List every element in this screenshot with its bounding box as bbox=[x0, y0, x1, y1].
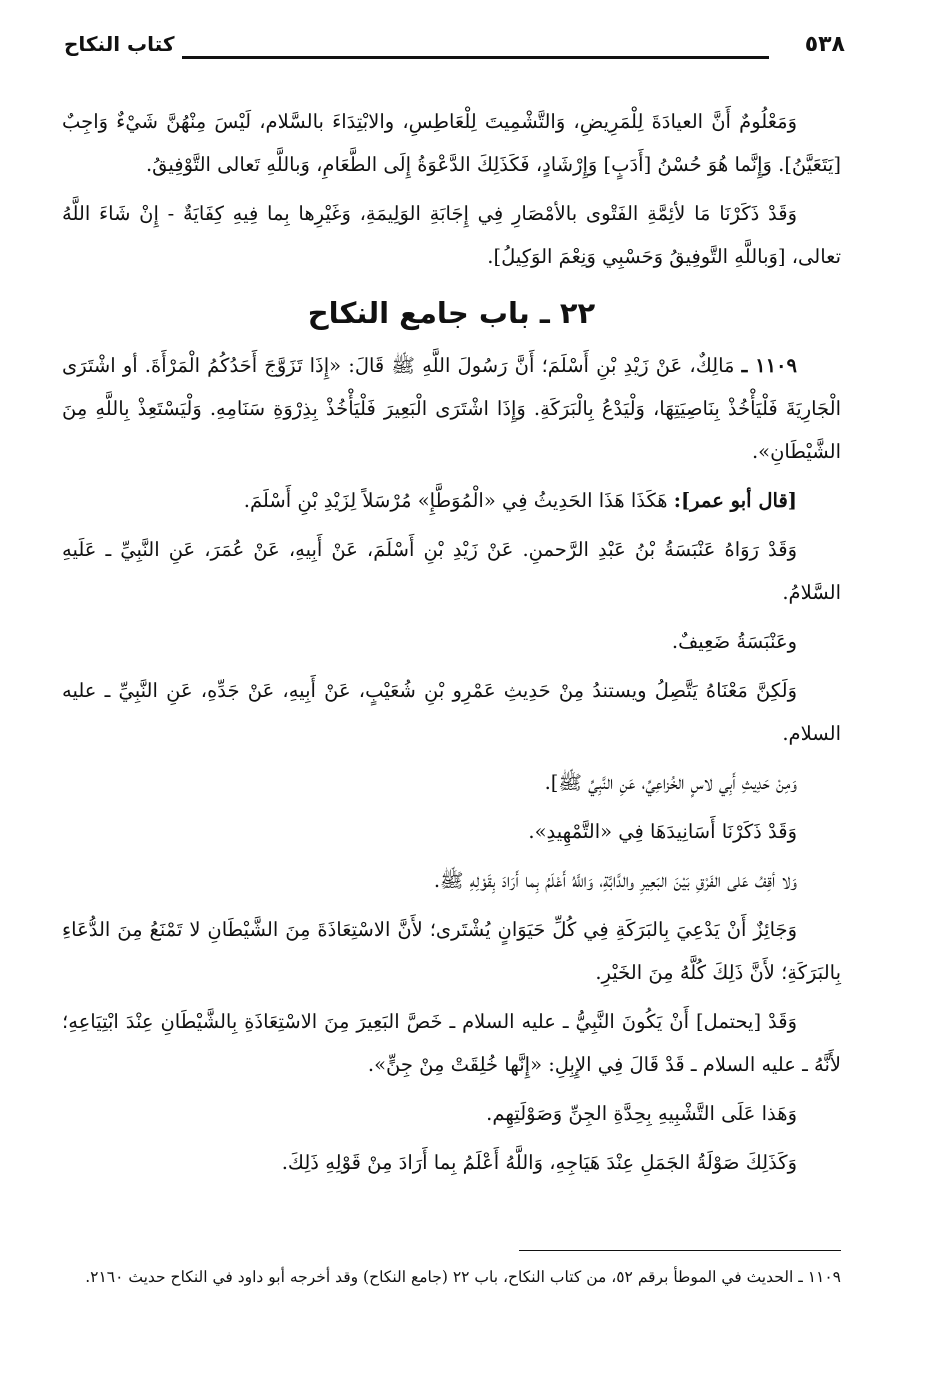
hadith-number: ١١٠٩ ـ bbox=[741, 354, 797, 377]
page-body bbox=[62, 100, 841, 1190]
paragraph: وَكَذَلِكَ صَوْلَةُ الجَمَلِ عِنْدَ هَيَاجِهِ، وَاللَّهُ أَعْلَمُ بِما أَرَادَ مِنْ قَوْلِهِ ذَلِكَ. bbox=[281, 1151, 797, 1174]
paragraph: وَهَذا عَلَى التَّشْبِيهِ بِحِدَّةِ الجِنِّ وَصَوْلَتِهِم. bbox=[486, 1102, 797, 1125]
paragraph: وَقَدْ [يحتمل] أَنْ يَكُونَ النَّبِيُّ ـ عليه السلام ـ خَصَّ البَعِيرَ مِنَ الاسْتِعَاذَةِ بِالشَّيْطَانِ عِنْدَ ابْتِيَاعِهِ؛ لأَنَّهُ ـ عليه السلام ـ قَدْ قَالَ فِي الإِبِلِ: «إِنَّها خُلِقَتْ مِنْ جِنٍّ». bbox=[62, 1010, 841, 1076]
paragraph: وَمَعْلُومٌ أَنَّ العيادَةَ لِلْمَرِيضِ، وَالتَّشْمِيتَ لِلْعَاطِسِ، والابْتِدَاءَ بالسَّلام، لَيْسَ مِنْهُنَّ شَيْءٌ وَاجِبٌ [يَتَعَيَّنُ]. وَإِنَّما هُوَ حُسْنُ [أَدَبٍ] وَإِرْشَادٍ، فَكَذَلِكَ الدَّعْوَةُ إِلَى الطَّعَامِ، وَباللَّهِ تَعالى التَّوْفِيقُ. bbox=[62, 110, 841, 176]
paragraph: وَمِنْ حَدِيثِ أَبِي لاسٍ الخُزاعِيِّ، عَنِ النَّبِيِّ ﷺ]. bbox=[544, 771, 797, 794]
commentary-label: [قال أبو عمر]: bbox=[673, 489, 797, 512]
footnote: ١١٠٩ ـ الحديث في الموطأ برقم ٥٢، من كتاب النكاح، باب ٢٢ (جامع النكاح) وقد أخرجه أبو داود في النكاح حديث ٢١٦٠. bbox=[85, 1268, 841, 1286]
header-rule bbox=[182, 56, 769, 59]
paragraph: وعَنْبَسَةُ ضَعِيفٌ. bbox=[671, 630, 797, 653]
hadith-text: مَالِكٌ، عَنْ زَيْدِ بْنِ أَسْلَمَ؛ أَنَّ رَسُولَ اللَّهِ ﷺ قَالَ: «إِذَا تَزَوَّجَ أَحَدُكُمُ الْمَرْأَةَ. أو اشْتَرَى الْجَارِيَةَ فَلْيَأْخُذْ بِنَاصِيَتِهَا، وَلْيَدْعُ بِالْبَرَكَةِ. وَإِذَا اشْتَرَى الْبَعِيرَ فَلْيَأْخُذْ بِذِرْوَةِ سَنَامِهِ. وَلْيَسْتَعِذْ بِاللَّهِ مِنَ الشَّيْطَانِ». bbox=[62, 354, 841, 463]
chapter-heading: ٢٢ ـ باب جامع النكاح bbox=[307, 296, 596, 330]
paragraph: وَجَائِزٌ أَنْ يَدْعِيَ بِالبَرَكَةِ فِي كُلِّ حَيَوَانٍ يُشْتَرى؛ لأَنَّ الاسْتِعَاذَةَ مِنَ الشَّيْطَانِ لا تَمْنَعُ مِنَ الدُّعَاءِ بِالبَرَكَةِ؛ لأَنَّ ذَلِكَ كُلَّهُ مِنَ الخَيْرِ. bbox=[62, 918, 841, 984]
page-header bbox=[64, 28, 845, 64]
running-title: كتاب النكاح bbox=[64, 32, 175, 56]
paragraph: وَقَدْ ذَكَرْنَا أَسَانِيدَهَا فِي «التَّمْهِيدِ». bbox=[528, 820, 797, 843]
paragraph: وَلا أقِفُ عَلى الفَرْقِ بَيْنَ البَعِيرِ والدَّابَّةِ، وَاللَّهُ أَعْلَمُ بِما أَرَادَ بِقَوْلِهِ ﷺ. bbox=[433, 869, 797, 892]
commentary-text: هَكَذَا هَذَا الحَدِيثُ فِي «الْمُوَطَّإِ» مُرْسَلاً لِزَيْدِ بْنِ أَسْلَمَ. bbox=[243, 489, 668, 512]
commentary-paragraph bbox=[62, 479, 841, 522]
hadith-paragraph bbox=[62, 344, 841, 473]
page-number: ٥٣٨ bbox=[804, 32, 845, 57]
footnote-separator bbox=[519, 1250, 841, 1251]
paragraph: وَقَدْ ذَكَرْنَا مَا لأئِمَّةِ الفَتْوى بالأمْصَارِ فِي إِجَابَةِ الوَلِيمَةِ، وَغَيْرِها بِما فِيهِ كِفَايَةٌ - إِنْ شَاءَ اللَّهُ تعالى، [وَباللَّهِ التَّوفِيقُ وَحَسْبِي وَنِعْمَ الوَكِيلُ]. bbox=[62, 202, 841, 268]
paragraph: وَلَكِنَّ مَعْنَاهُ يَتَّصِلُ ويستندُ مِنْ حَدِيثِ عَمْرِو بْنِ شُعَيْبٍ، عَنْ أَبِيهِ، عَنْ جَدِّهِ، عَنِ النَّبِيِّ ـ عليه السلام. bbox=[62, 679, 841, 745]
paragraph: وَقَدْ رَوَاهُ عَنْبَسَةُ بْنُ عَبْدِ الرَّحمنِ. عَنْ زَيْدِ بْنِ أَسْلَمَ، عَنْ أَبِيهِ، عَنْ عُمَرَ، عَنِ النَّبِيِّ ـ عَلَيهِ السَّلامُ. bbox=[62, 538, 841, 604]
